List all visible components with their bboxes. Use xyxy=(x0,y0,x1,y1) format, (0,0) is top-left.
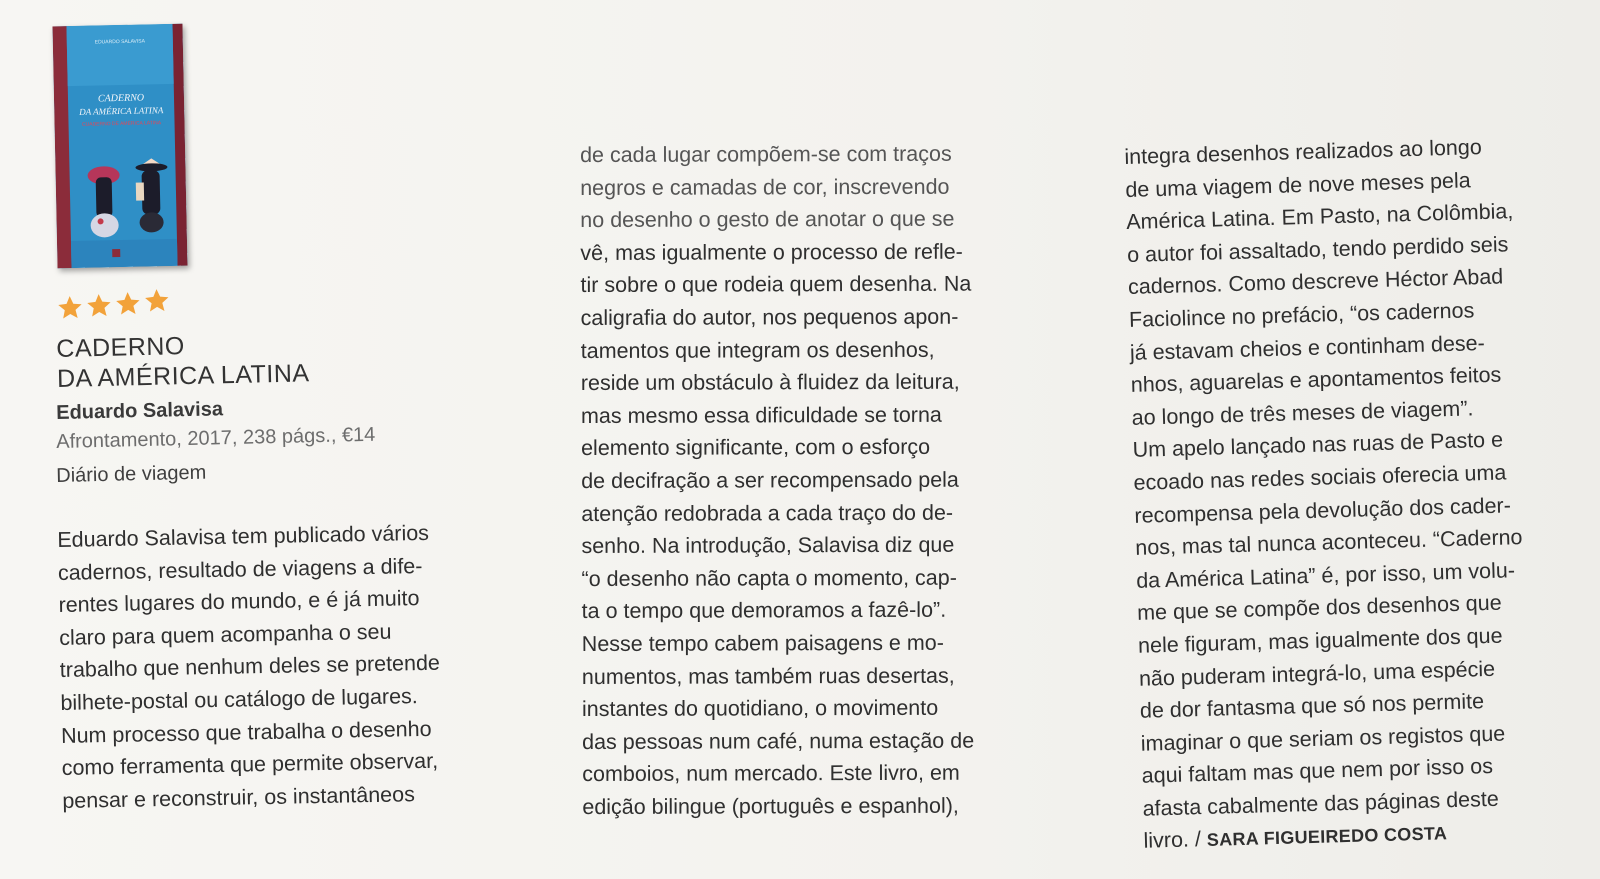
star-rating xyxy=(55,286,186,325)
cover-subtitle: CUADERNO DE AMÉRICA LATINA xyxy=(81,120,162,128)
text-line: mas mesmo essa dificuldade se torna xyxy=(580,402,942,428)
text-line: trabalho que nenhum deles se pretende xyxy=(59,651,441,683)
book-cover-image xyxy=(52,24,187,269)
text-line: tamentos que integram os desenhos, xyxy=(580,337,935,363)
text-line: claro para quem acompanha o seu xyxy=(58,619,392,650)
text-line: vê, mas igualmente o processo de refle- xyxy=(580,239,963,265)
review-column-1 xyxy=(57,515,523,817)
text-line: no desenho o gesto de anotar o que se xyxy=(580,206,955,233)
text-line: afasta cabalmente das páginas deste xyxy=(1142,786,1500,821)
text-line: já estavam cheios e continham dese- xyxy=(1129,330,1486,365)
text-line: nos, mas tal nunca aconteceu. “Caderno xyxy=(1135,525,1523,560)
text-line: elemento significante, com o esforço xyxy=(581,435,931,461)
text-line: senho. Na introdução, Salavisa diz que xyxy=(581,532,955,559)
star-icon xyxy=(142,286,173,317)
text-line: como ferramenta que permite observar, xyxy=(61,748,439,781)
text-line: Um apelo lançado nas ruas de Pasto e xyxy=(1132,427,1504,463)
text-line: imaginar o que seriam os registos que xyxy=(1140,721,1506,756)
star-icon xyxy=(85,291,116,322)
text-line: cadernos. Como descreve Héctor Abad xyxy=(1127,264,1504,300)
text-line: aqui faltam mas que nem por isso os xyxy=(1141,754,1494,789)
text-line: de uma viagem de nove meses pela xyxy=(1125,167,1471,202)
text-line: atenção redobrada a cada traço do de- xyxy=(581,500,954,526)
text-line: América Latina. Em Pasto, na Colômbia, xyxy=(1125,199,1514,235)
book-title xyxy=(56,327,377,394)
text-line: Faciolince no prefácio, “os cadernos xyxy=(1128,298,1475,332)
text-line: instantes do quotidiano, o movimento xyxy=(581,695,939,722)
book-genre: Diário de viagem xyxy=(56,461,207,487)
closing-word: livro. / xyxy=(1143,827,1208,854)
star-icon xyxy=(113,289,144,320)
reviewer-signature: SARA FIGUEIREDO COSTA xyxy=(1206,823,1448,851)
book-cover-illustration xyxy=(52,24,187,269)
text-line: negros e camadas de cor, inscrevendo xyxy=(580,174,950,200)
text-line: pensar e reconstruir, os instantâneos xyxy=(62,781,416,813)
cover-title-line1: CADERNO xyxy=(97,92,145,105)
book-author: Eduardo Salavisa xyxy=(56,398,224,424)
review-column-2 xyxy=(580,137,1042,823)
text-line: rentes lugares do mundo, e é já muito xyxy=(58,586,420,618)
text-line: nhos, aguarelas e apontamentos feitos xyxy=(1130,362,1502,398)
text-line: ecoado nas redes sociais oferecia uma xyxy=(1133,460,1507,495)
cover-title-line2: DA AMÉRICA LATINA xyxy=(79,105,164,117)
book-title-line2: DA AMÉRICA LATINA xyxy=(56,359,310,393)
text-line: cadernos, resultado de viagens a dife- xyxy=(57,553,423,585)
text-line: recompensa pela devolução dos cader- xyxy=(1134,492,1512,528)
text-line: me que se compõe dos desenhos que xyxy=(1136,590,1502,626)
text-line: ta o tempo que demoramos a fazê-lo”. xyxy=(581,598,947,624)
review-column-3 xyxy=(1124,129,1584,858)
text-line: ao longo de três meses de viagem”. xyxy=(1131,396,1474,430)
publication-info: Afrontamento, 2017, 238 págs., €14 xyxy=(56,423,376,453)
text-line: bilhete-postal ou catálogo de lugares. xyxy=(60,684,418,715)
text-line: tir sobre o que rodeia quem desenha. Na xyxy=(580,272,972,298)
text-line: da América Latina” é, por isso, um volu- xyxy=(1135,557,1516,593)
star-icon xyxy=(56,293,87,324)
text-line: “o desenho não capta o momento, cap- xyxy=(581,565,957,591)
text-line: das pessoas num café, numa estação de xyxy=(582,728,975,754)
svg-text:EDUARDO SALAVISA: EDUARDO SALAVISA xyxy=(94,38,145,46)
text-line: de decifração a ser recompensado pela xyxy=(581,467,959,493)
book-title-line1: CADERNO xyxy=(56,332,186,363)
text-line: numentos, mas também ruas desertas, xyxy=(581,663,955,689)
text-line: o autor foi assaltado, tendo perdido seis xyxy=(1126,232,1509,267)
text-line: edição bilingue (português e espanhol), xyxy=(582,793,959,819)
text-line: Nesse tempo cabem paisagens e mo- xyxy=(581,630,944,656)
text-line: não puderam integrá-lo, uma espécie xyxy=(1138,656,1496,691)
text-line: comboios, num mercado. Este livro, em xyxy=(582,760,960,787)
text-line: reside um obstáculo à fluidez da leitura, xyxy=(580,369,960,396)
text-line: nele figuram, mas igualmente dos que xyxy=(1137,623,1503,658)
text-line: de dor fantasma que só nos permite xyxy=(1139,689,1485,723)
text-line: de cada lugar compõem-se com traços xyxy=(580,141,952,167)
text-line: Num processo que trabalha o desenho xyxy=(60,716,432,748)
text-line: Eduardo Salavisa tem publicado vários xyxy=(57,520,430,552)
text-line: caligrafia do autor, nos pequenos apon- xyxy=(580,304,959,330)
text-line: integra desenhos realizados ao longo xyxy=(1124,135,1483,169)
